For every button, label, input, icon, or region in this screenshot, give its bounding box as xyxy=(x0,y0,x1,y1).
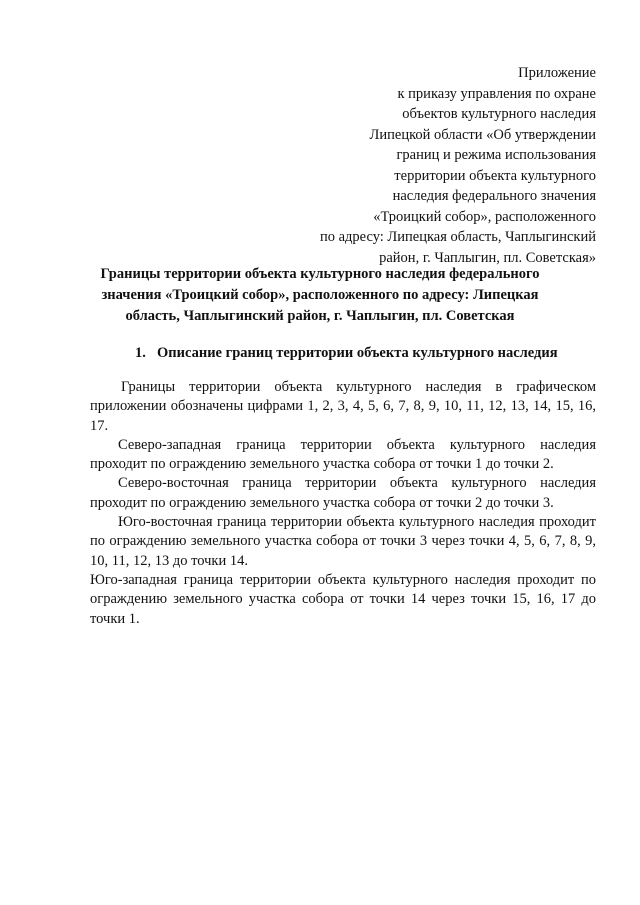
section-heading xyxy=(135,343,605,363)
section-heading-text: Описание границ территории объекта культурного наследия xyxy=(157,345,558,361)
paragraph: Северо-восточная граница территории объекта культурного наследия проходит по ограждению земельного участка собора от точки 2 до точки 3. xyxy=(90,475,596,511)
appendix-line: Приложение xyxy=(518,65,596,81)
appendix-line: по адресу: Липецкая область, Чаплыгинский xyxy=(319,229,596,245)
appendix-line: к приказу управления по охране xyxy=(397,85,596,102)
document-title: Границы территории объекта культурного наследия федерального значения «Троицкий собор», расположенного по адресу: Липецкая область, Чаплыгинский район, г. Чаплыгин, пл. Советская xyxy=(100,266,540,324)
body-text xyxy=(90,378,596,629)
appendix-line: район, г. Чаплыгин, пл. Советская» xyxy=(379,249,596,266)
paragraph: Границы территории объекта культурного наследия в графическом приложении обозначены цифрами 1, 2, 3, 4, 5, 6, 7, 8, 9, 10, 11, 12, 13, 14, 15, 16, 17. xyxy=(90,379,596,434)
section-number: 1. xyxy=(135,345,146,361)
appendix-line: границ и режима использования xyxy=(396,147,596,163)
paragraph: Северо-западная граница территории объекта культурного наследия проходит по ограждению земельного участка собора от точки 1 до точки 2. xyxy=(90,436,596,473)
appendix-line: территории объекта культурного xyxy=(394,167,596,184)
paragraph: Юго-западная граница территории объекта культурного наследия проходит по ограждению земельного участка собора от точки 14 через точки 15, 16, 17 до точки 1. xyxy=(90,571,596,627)
paragraph: Юго-восточная граница территории объекта культурного наследия проходит по ограждению земельного участка собора от точки 3 через точки 4, 5, 6, 7, 8, 9, 10, 11, 12, 13 до точки 14. xyxy=(90,514,596,569)
appendix-line: Липецкой области «Об утверждении xyxy=(369,126,596,143)
appendix-line: наследия федерального значения xyxy=(392,188,596,204)
appendix-line: объектов культурного наследия xyxy=(402,106,596,122)
appendix-block xyxy=(266,63,596,268)
appendix-line: «Троицкий собор», расположенного xyxy=(373,208,596,225)
